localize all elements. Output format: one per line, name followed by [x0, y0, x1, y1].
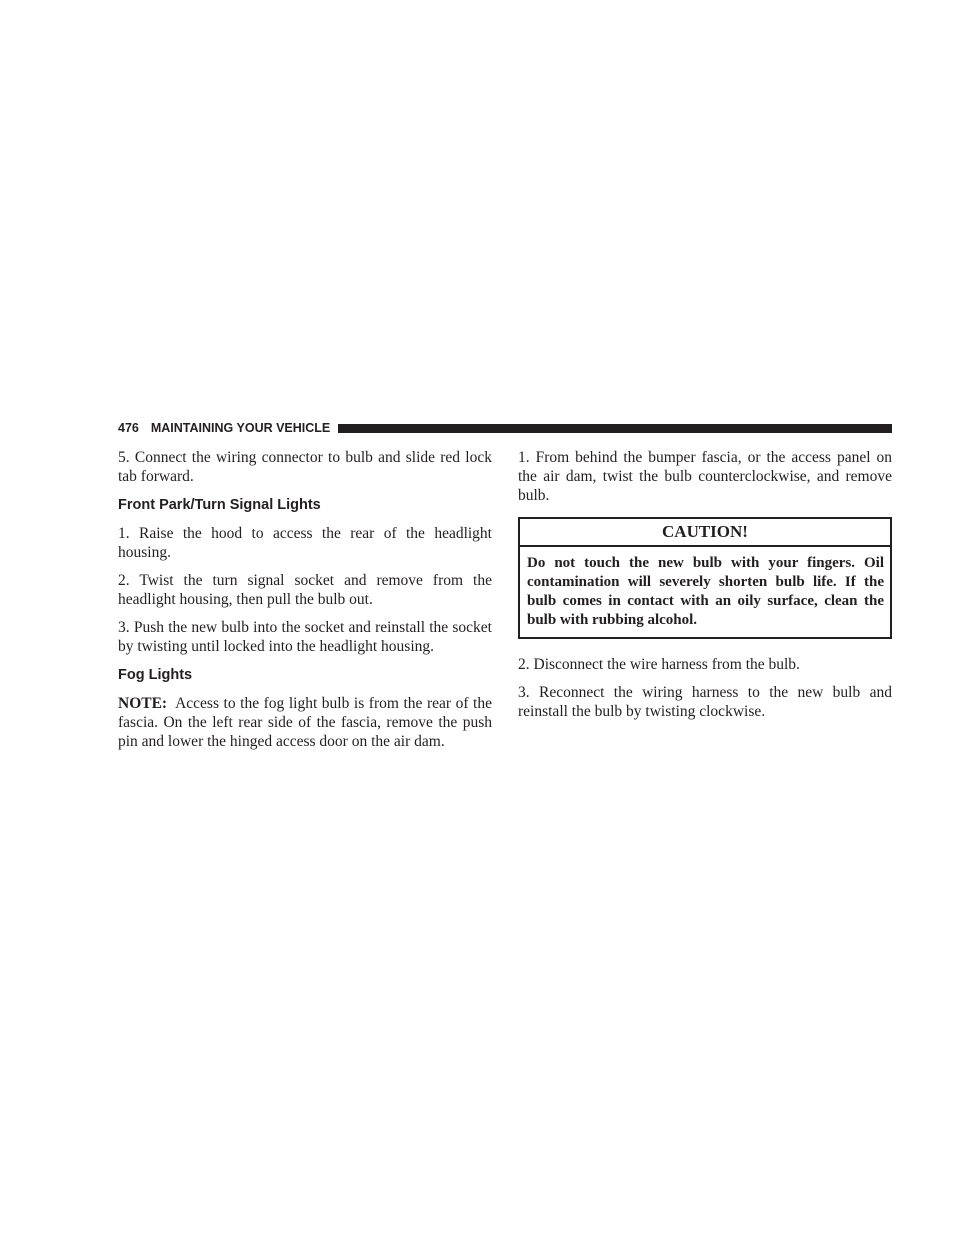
heading-fog-lights: Fog Lights: [118, 667, 193, 683]
step-5-paragraph: 5. Connect the wiring connector to bulb and slide red lock tab forward.: [118, 449, 492, 485]
header-rule: [338, 424, 892, 433]
fog-step-1: 1. From behind the bumper fascia, or the access panel on the air dam, twist the bulb counterclockwise, and remove bulb.: [518, 449, 892, 504]
front-step-1: 1. Raise the hood to access the rear of the headlight housing.: [118, 525, 492, 561]
note-paragraph: [118, 694, 492, 751]
note-label: NOTE:: [118, 695, 168, 712]
front-step-3: 3. Push the new bulb into the socket and reinstall the socket by twisting until locked into the headlight housing.: [118, 619, 492, 655]
caution-text: Do not touch the new bulb with your fingers. Oil contamination will severely shorten bulb life. If the bulb comes in contact with an oily surface, clean the bulb with rubbing alcohol.: [527, 555, 884, 628]
note-text: Access to the fog light bulb is from the rear of the fascia. On the left rear side of the fascia, remove the push pin and lower the hinged access door on the air dam.: [118, 695, 492, 750]
fog-step-3: 3. Reconnect the wiring harness to the new bulb and reinstall the bulb by twisting clockwise.: [518, 684, 892, 720]
front-step-2: 2. Twist the turn signal socket and remove from the headlight housing, then pull the bulb out.: [118, 572, 492, 608]
section-title: MAINTAINING YOUR VEHICLE: [150, 421, 331, 435]
right-column: [518, 448, 892, 730]
page-header: [118, 419, 892, 437]
caution-box: [518, 517, 892, 639]
heading-front-park-turn: Front Park/Turn Signal Lights: [118, 497, 321, 513]
caution-title: CAUTION!: [520, 519, 890, 547]
fog-step-2: 2. Disconnect the wire harness from the bulb.: [518, 656, 800, 673]
left-column: [118, 448, 492, 760]
page-number: 476: [118, 421, 139, 435]
